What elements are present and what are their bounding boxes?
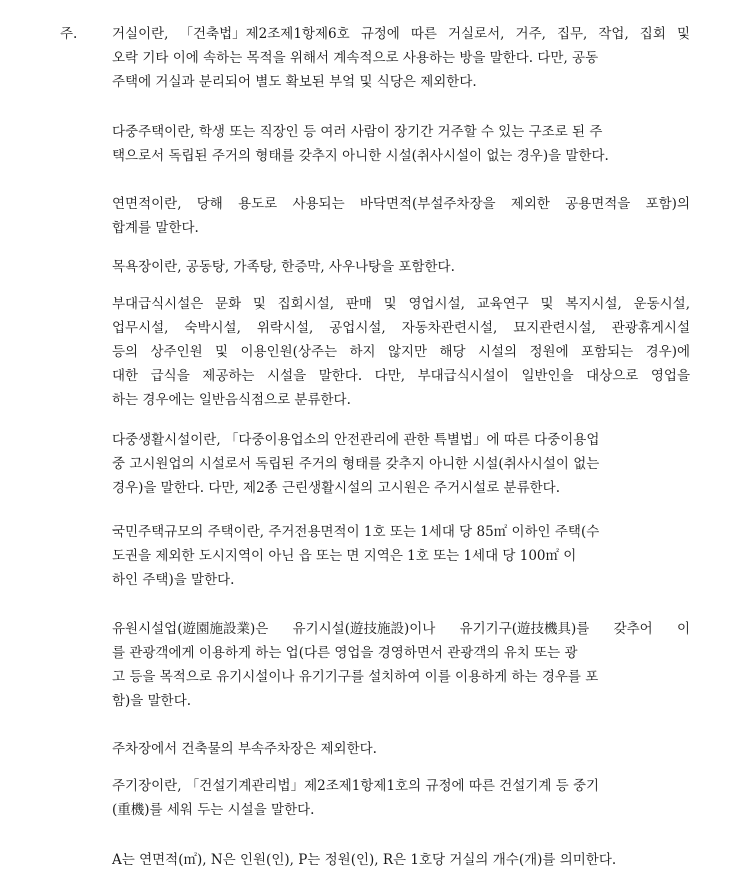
note-line: 주택에 거실과 분리되어 별도 확보된 부엌 및 식당은 제외한다. (112, 74, 477, 90)
note-line: A는 연면적(㎡), N은 인원(인), P는 정원(인), R은 1호당 거실의 개수(개)를 의미한다. (112, 852, 617, 868)
note-line: 등의 상주인원 및 이용인원(상주는 하지 않지만 해당 시설의 정원에 포함되는 경우)에 (112, 344, 690, 360)
note-line: 를 관광객에게 이용하게 하는 업(다른 영업을 경영하면서 관광객의 유치 또는 광 (112, 645, 578, 661)
note-line: (重機)를 세워 두는 시설을 말한다. (112, 802, 315, 818)
note-line: 거실이란, 「건축법」제2조제1항제6호 규정에 따른 거실로서, 거주, 집무, 작업, 집회 및 (112, 26, 690, 42)
note-line: 다중주택이란, 학생 또는 직장인 등 여러 사람이 장기간 거주할 수 있는 구조로 된 주 (112, 124, 603, 140)
note-line: 합계를 말한다. (112, 220, 199, 236)
note-line: 고 등을 목적으로 유기시설이나 유기기구를 설치하여 이를 이용하게 하는 경우를 포 (112, 669, 599, 685)
note-line: 하인 주택)을 말한다. (112, 572, 235, 588)
note-line: 택으로서 독립된 주거의 형태를 갖추지 아니한 시설(취사시설이 없는 경우)을 말한다. (112, 148, 609, 164)
note-line: 주차장에서 건축물의 부속주차장은 제외한다. (112, 741, 377, 757)
note-line: 함)을 말한다. (112, 693, 192, 709)
note-line: 유원시설업(遊園施設業)은 유기시설(遊技施設)이나 유기기구(遊技機具)를 갖추어 이 (112, 621, 690, 637)
note-line: 국민주택규모의 주택이란, 주거전용면적이 1호 또는 1세대 당 85㎡ 이하인 주택(수 (112, 524, 600, 540)
note-line: 부대급식시설은 문화 및 집회시설, 판매 및 영업시설, 교육연구 및 복지시설, 운동시설, (112, 296, 690, 312)
note-line: 경우)을 말한다. 다만, 제2종 근린생활시설의 고시원은 주거시설로 분류한다. (112, 480, 560, 496)
note-line: 연면적이란, 당해 용도로 사용되는 바닥면적(부설주차장을 제외한 공용면적을 포함)의 (112, 196, 690, 212)
note-line: 업무시설, 숙박시설, 위락시설, 공업시설, 자동차관련시설, 묘지관련시설, 관광휴게시설 (112, 320, 690, 336)
note-line: 주기장이란, 「건설기계관리법」제2조제1항제1호의 규정에 따른 건설기계 등 중기 (112, 778, 600, 794)
note-line: 도권을 제외한 도시지역이 아닌 읍 또는 면 지역은 1호 또는 1세대 당 100㎡ 이 (112, 548, 577, 564)
note-line: 다중생활시설이란, 「다중이용업소의 안전관리에 관한 특별법」에 따른 다중이용업 (112, 432, 600, 448)
note-line: 오락 기타 이에 속하는 목적을 위해서 계속적으로 사용하는 방을 말한다. 다만, 공동 (112, 50, 599, 66)
note-line: 중 고시원업의 시설로서 독립된 주거의 형태를 갖추지 아니한 시설(취사시설이 없는 (112, 456, 600, 472)
note-line: 하는 경우에는 일반음식점으로 분류한다. (112, 392, 351, 408)
notes-prefix: 주. (60, 26, 78, 42)
note-line: 대한 급식을 제공하는 시설을 말한다. 다만, 부대급식시설이 일반인을 대상으로 영업을 (112, 368, 690, 384)
note-line: 목욕장이란, 공동탕, 가족탕, 한증막, 사우나탕을 포함한다. (112, 259, 455, 275)
